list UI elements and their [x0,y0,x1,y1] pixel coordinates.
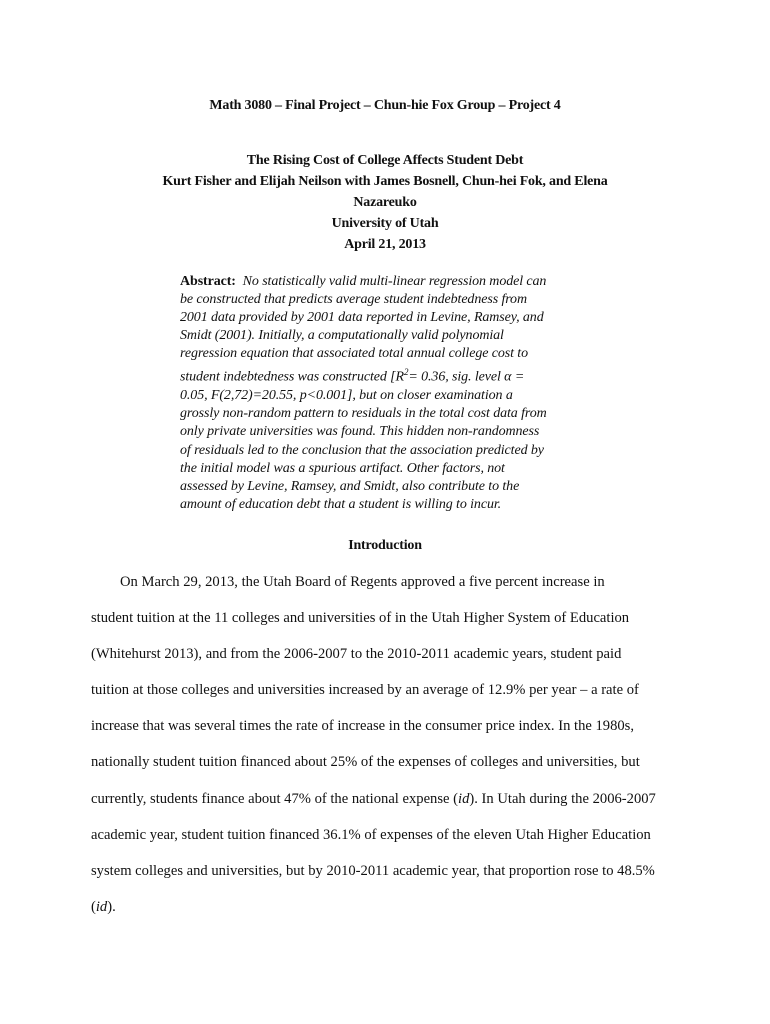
page-header: Math 3080 – Final Project – Chun-hie Fox Group – Project 4 [209,98,561,113]
body-line: increase that was several times the rate of increase in the consumer price index. In the 1980s, [91,718,635,735]
abstract [180,273,590,514]
abstract-line: be constructed that predicts average student indebtedness from [180,292,527,308]
abstract-line: Abstract: No statistically valid multi-linear regression model can [180,274,547,289]
abstract-label: Abstract: [180,274,236,289]
institution: University of Utah [331,216,439,231]
body-line: system colleges and universities, but by 2010-2011 academic year, that proportion rose to 48.5% [91,862,655,879]
body-line: currently, students finance about 47% of the national expense (id). In Utah during the 2006-2007 [91,790,656,807]
authors-line-1: Kurt Fisher and Elijah Neilson with James Bosnell, Chun-hei Fok, and Elena [162,174,608,189]
citation-id: id [458,790,470,807]
superscript: 2 [403,367,409,378]
abstract-line: regression equation that associated total annual college cost to [180,346,528,362]
abstract-line: grossly non-random pattern to residuals in the total cost data from [180,406,547,422]
introduction-body [91,564,691,925]
citation-id: id [95,898,108,915]
body-line: academic year, student tuition financed 36.1% of expenses of the eleven Utah Higher Education [91,826,651,843]
abstract-line: amount of education debt that a student is willing to incur. [180,496,502,512]
body-line: On March 29, 2013, the Utah Board of Regents approved a five percent increase in [120,574,605,590]
paper-title: The Rising Cost of College Affects Student Debt [246,153,524,168]
date: April 21, 2013 [344,237,426,252]
abstract-line: only private universities was found. This hidden non-randomness [180,424,540,440]
abstract-line: Smidt (2001). Initially, a computationally valid polynomial [180,328,504,344]
body-line: nationally student tuition financed about 25% of the expenses of colleges and universities, but [91,754,640,771]
body-line: student tuition at the 11 colleges and universities of in the Utah Higher System of Education [91,610,630,627]
section-heading-introduction: Introduction [348,538,422,553]
body-line: (id). [91,898,116,915]
abstract-line: 2001 data provided by 2001 data reported in Levine, Ramsey, and [180,310,544,326]
body-line: tuition at those colleges and universities increased by an average of 12.9% per year – a rate of [91,682,639,699]
abstract-line: of residuals led to the conclusion that the association predicted by [180,442,544,458]
title-block [150,150,620,255]
abstract-line: student indebtedness was constructed [$R^2= 0.36$, sig. level α = [180,367,525,386]
abstract-line: 0.05, F(2,72)=20.55, p<0.001], but on closer examination a [180,388,513,404]
body-line: (Whitehurst 2013), and from the 2006-2007 to the 2010-2011 academic years, student paid [91,646,622,663]
authors-line-2: Nazareuko [353,195,417,210]
abstract-line: the initial model was a spurious artifact. Other factors, not [180,460,505,476]
abstract-line: assessed by Levine, Ramsey, and Smidt, also contribute to the [180,478,520,494]
